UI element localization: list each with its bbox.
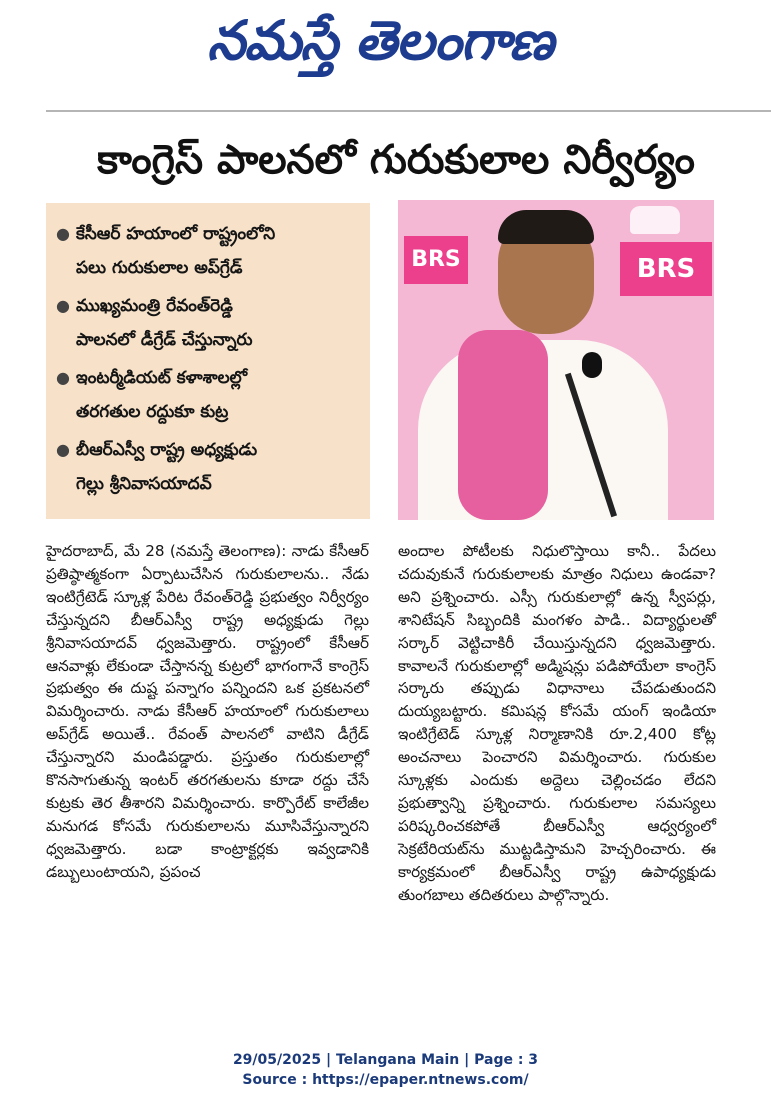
car-symbol-icon	[630, 206, 680, 234]
highlight-line: కేసీఆర్ హయాంలో రాష్ట్రంలోని	[76, 224, 276, 244]
highlight-line: బీఆర్‌ఎస్వీ రాష్ట్ర అధ్యక్షుడు	[76, 440, 258, 460]
bullet-icon: ●	[56, 368, 70, 387]
footer-edition-info: 29/05/2025 | Telangana Main | Page : 3	[232, 1052, 539, 1068]
highlights-list	[46, 203, 370, 501]
highlight-line: గెల్లు శ్రీనివాసయాదవ్	[76, 474, 212, 494]
article-column-right: అందాల పోటీలకు నిధులొస్తాయి కానీ.. పేదలు చదువుకునే గురుకులాలకు మాత్రం నిధులు ఉండవా? అని ప్రశ్నించారు. ఎస్సీ గురుకులాల్లో ఉన్న స్వీపర్లు, శానిటేషన్ సిబ్బందికి మంగళం పాడి.. విద్యార్థులతో సర్కార్ వెట్టిచాకిరీ చేయిస్తున్నదని ధ్వజమెత్తారు. కావాలనే గురుకులాల్లో అడ్మిషన్లు పడిపోయేలా కాంగ్రెస్ సర్కారు తప్పుడు విధానాలు చేపడుతుందని దుయ్యబట్టారు. కమిషన్ల కోసమే యంగ్ ఇండియా ఇంటిగ్రేటెడ్ స్కూళ్ల నిర్మాణానికి రూ.2,400 కోట్ల అంచనాలు పెంచారని విమర్శించారు. గురుకుల స్కూళ్లకు ఎందుకు అద్దెలు చెల్లించడం లేదని ప్రభుత్వాన్ని ప్రశ్నించారు. గురుకులాల సమస్యలు పరిష్కరించకపోతే బీఆర్‌ఎస్వీ ఆధ్వర్యంలో సెక్రటేరియట్‌ను ముట్టడిస్తామని హెచ్చరించారు. ఈ కార్యక్రమంలో బీఆర్‌ఎస్వీ రాష్ట్ర ఉపాధ్యక్షుడు తుంగబాలు తదితరులు పాల్గొన్నారు.	[398, 542, 716, 904]
footer-source-link[interactable]: Source : https://epaper.ntnews.com/	[242, 1072, 529, 1088]
highlight-line: ముఖ్యమంత్రి రేవంత్‌రెడ్డి	[76, 296, 233, 316]
brs-banner-left: BRS	[404, 236, 468, 284]
masthead-divider	[46, 110, 771, 112]
masthead	[0, 0, 771, 100]
page-footer	[0, 1050, 771, 1090]
speaker-hair	[498, 210, 594, 244]
bullet-icon: ●	[56, 224, 70, 243]
highlight-item	[56, 433, 360, 501]
article-column-left: హైదరాబాద్, మే 28 (నమస్తే తెలంగాణ): నాడు కేసీఆర్ ప్రతిష్ఠాత్మకంగా ఏర్పాటుచేసిన గురుకులాలను.. నేడు ఇంటిగ్రేటెడ్ స్కూళ్ల పేరిట రేవంత్‌రెడ్డి ప్రభుత్వం నిర్వీర్యం చేస్తున్నదని బీఆర్‌ఎస్వీ రాష్ట్ర అధ్యక్షుడు గెల్లు శ్రీనివాసయాదవ్ ధ్వజమెత్తారు. రాష్ట్రంలో కేసీఆర్ ఆనవాళ్లు లేకుండా చేస్తానన్న కుట్రలో భాగంగానే కాంగ్రెస్ ప్రభుత్వం ఈ దుష్ట పన్నాగం పన్నిందని ఒక ప్రకటనలో విమర్శించారు. నాడు కేసీఆర్ హయాంలో గురుకులాలు అప్‌గ్రేడ్ అయితే.. రేవంత్ పాలనలో వాటిని డీగ్రేడ్ చేస్తున్నారని మండిపడ్డారు. ప్రస్తుతం గురుకులాల్లో కొనసాగుతున్న ఇంటర్ తరగతులను కూడా రద్దు చేసే కుట్రకు తెర తీశారని విమర్శించారు. కార్పొరేట్ కాలేజీల మనుగడ కోసమే గురుకులాలను మూసివేస్తున్నారని ధ్వజమెత్తారు. బడా కాంట్రాక్టర్లకు ఇవ్వడానికి డబ్బులుంటాయని, ప్రపంచ	[46, 542, 369, 881]
brs-banner-right: BRS	[620, 242, 712, 296]
pink-scarf	[458, 330, 548, 520]
highlight-item	[56, 289, 360, 357]
highlight-line: ఇంటర్మీడియట్ కళాశాలల్లో	[76, 368, 248, 388]
bullet-icon: ●	[56, 296, 70, 315]
highlight-line: పాలనలో డీగ్రేడ్ చేస్తున్నారు	[76, 330, 253, 350]
speaker-photo	[398, 200, 714, 520]
article-headline: కాంగ్రెస్ పాలనలో గురుకులాల నిర్వీర్యం	[97, 137, 695, 183]
highlight-item	[56, 217, 360, 285]
highlight-line: పలు గురుకులాల అప్‌గ్రేడ్	[76, 258, 243, 278]
highlight-line: తరగతుల రద్దుకూ కుట్ర	[76, 402, 229, 422]
microphone-icon	[582, 352, 602, 378]
newspaper-logo: నమస్తే తెలంగాణ	[207, 9, 553, 72]
highlights-box	[46, 203, 370, 519]
highlight-item	[56, 361, 360, 429]
bullet-icon: ●	[56, 440, 70, 459]
